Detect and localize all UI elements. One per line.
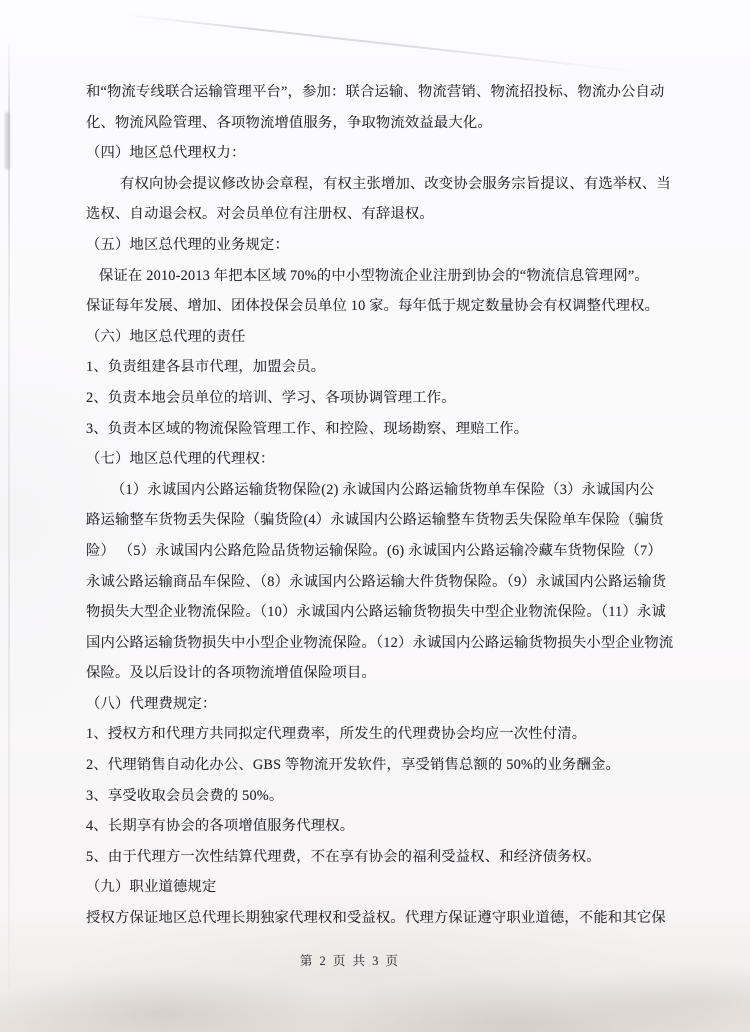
list-item: 3、负责本区域的物流保险管理工作、和控险、现场勘察、理赔工作。	[86, 420, 529, 437]
text-line: 保证在 2010-2013 年把本区域 70%的中小型物流企业注册到协会的“物流信息管理网”。	[99, 267, 649, 284]
text-line: 和“物流专线联合运输管理平台”，参加：联合运输、物流营销、物流招投标、物流办公自动	[86, 84, 665, 100]
text-line: 化、物流风险管理、各项物流增值服务，争取物流效益最大化。	[86, 114, 492, 131]
section-heading: （九）职业道德规定	[86, 879, 217, 896]
list-item: 2、代理销售自动化办公、GBS 等物流开发软件，享受销售总额的 50%的业务酬金。	[86, 757, 621, 774]
text-line: 永诚公路运输商品车保险、（8）永诚国内公路运输大件货物保险。（9）永诚国内公路运输货	[86, 573, 667, 590]
section-heading: （八）代理费规定：	[86, 695, 217, 712]
section-heading: （七）地区总代理的代理权：	[86, 451, 275, 468]
paper-crease-artifact	[126, 14, 643, 73]
text-line: 路运输整车货物丢失保险（骗货险(4）永诚国内公路运输整车货物丢失保险单车保险（骗货	[86, 512, 664, 529]
document-body	[86, 77, 672, 934]
list-item: 1、负责组建各县市代理，加盟会员。	[86, 359, 326, 376]
scan-edge-artifact	[8, 42, 10, 990]
text-line: 有权向协会提议修改协会章程，有权主张增加、改变协会服务宗旨提议、有选举权、当	[120, 175, 671, 192]
text-line: 险） （5）永诚国内公路危险品货物运输保险。(6) 永诚国内公路运输冷藏车货物保险（7）	[86, 542, 662, 559]
text-line: 授权方保证地区总代理长期独家代理权和受益权。代理方保证遵守职业道德，不能和其它保	[86, 910, 666, 927]
section-heading: （六）地区总代理的责任	[86, 328, 246, 345]
text-line: 选权、自动退会权。对会员单位有注册权、有辞退权。	[86, 206, 434, 223]
section-heading: （四）地区总代理权力：	[86, 145, 246, 162]
list-item: 5、由于代理方一次性结算代理费，不在享有协会的福利受益权、和经济债务权。	[86, 848, 601, 865]
section-heading: （五）地区总代理的业务规定：	[86, 236, 289, 253]
list-item: 3、享受收取会员会费的 50%。	[86, 787, 284, 804]
text-line: 保险。及以后设计的各项物流增值保险项目。	[86, 665, 376, 682]
list-item: 4、长期享有协会的各项增值服务代理权。	[86, 818, 355, 835]
text-line: （1）永诚国内公路运输货物保险(2) 永诚国内公路运输货物单车保险（3）永诚国内公	[111, 481, 655, 498]
text-line: 保证每年发展、增加、团体投保会员单位 10 家。每年低于规定数量协会有权调整代理权。	[86, 298, 660, 315]
page-number-footer: 第 2 页 共 3 页	[299, 954, 401, 968]
list-item: 1、授权方和代理方共同拟定代理费率，所发生的代理费协会均应一次性付清。	[86, 726, 587, 743]
list-item: 2、负责本地会员单位的培训、学习、各项协调管理工作。	[86, 389, 456, 406]
text-line: 国内公路运输货物损失中小型企业物流保险。（12）永诚国内公路运输货物损失小型企业物流	[86, 634, 674, 651]
scan-smudge-artifact	[5, 112, 10, 170]
text-line: 物损失大型企业物流保险。（10）永诚国内公路运输货物损失中型企业物流保险。（11）永诚	[86, 604, 666, 621]
